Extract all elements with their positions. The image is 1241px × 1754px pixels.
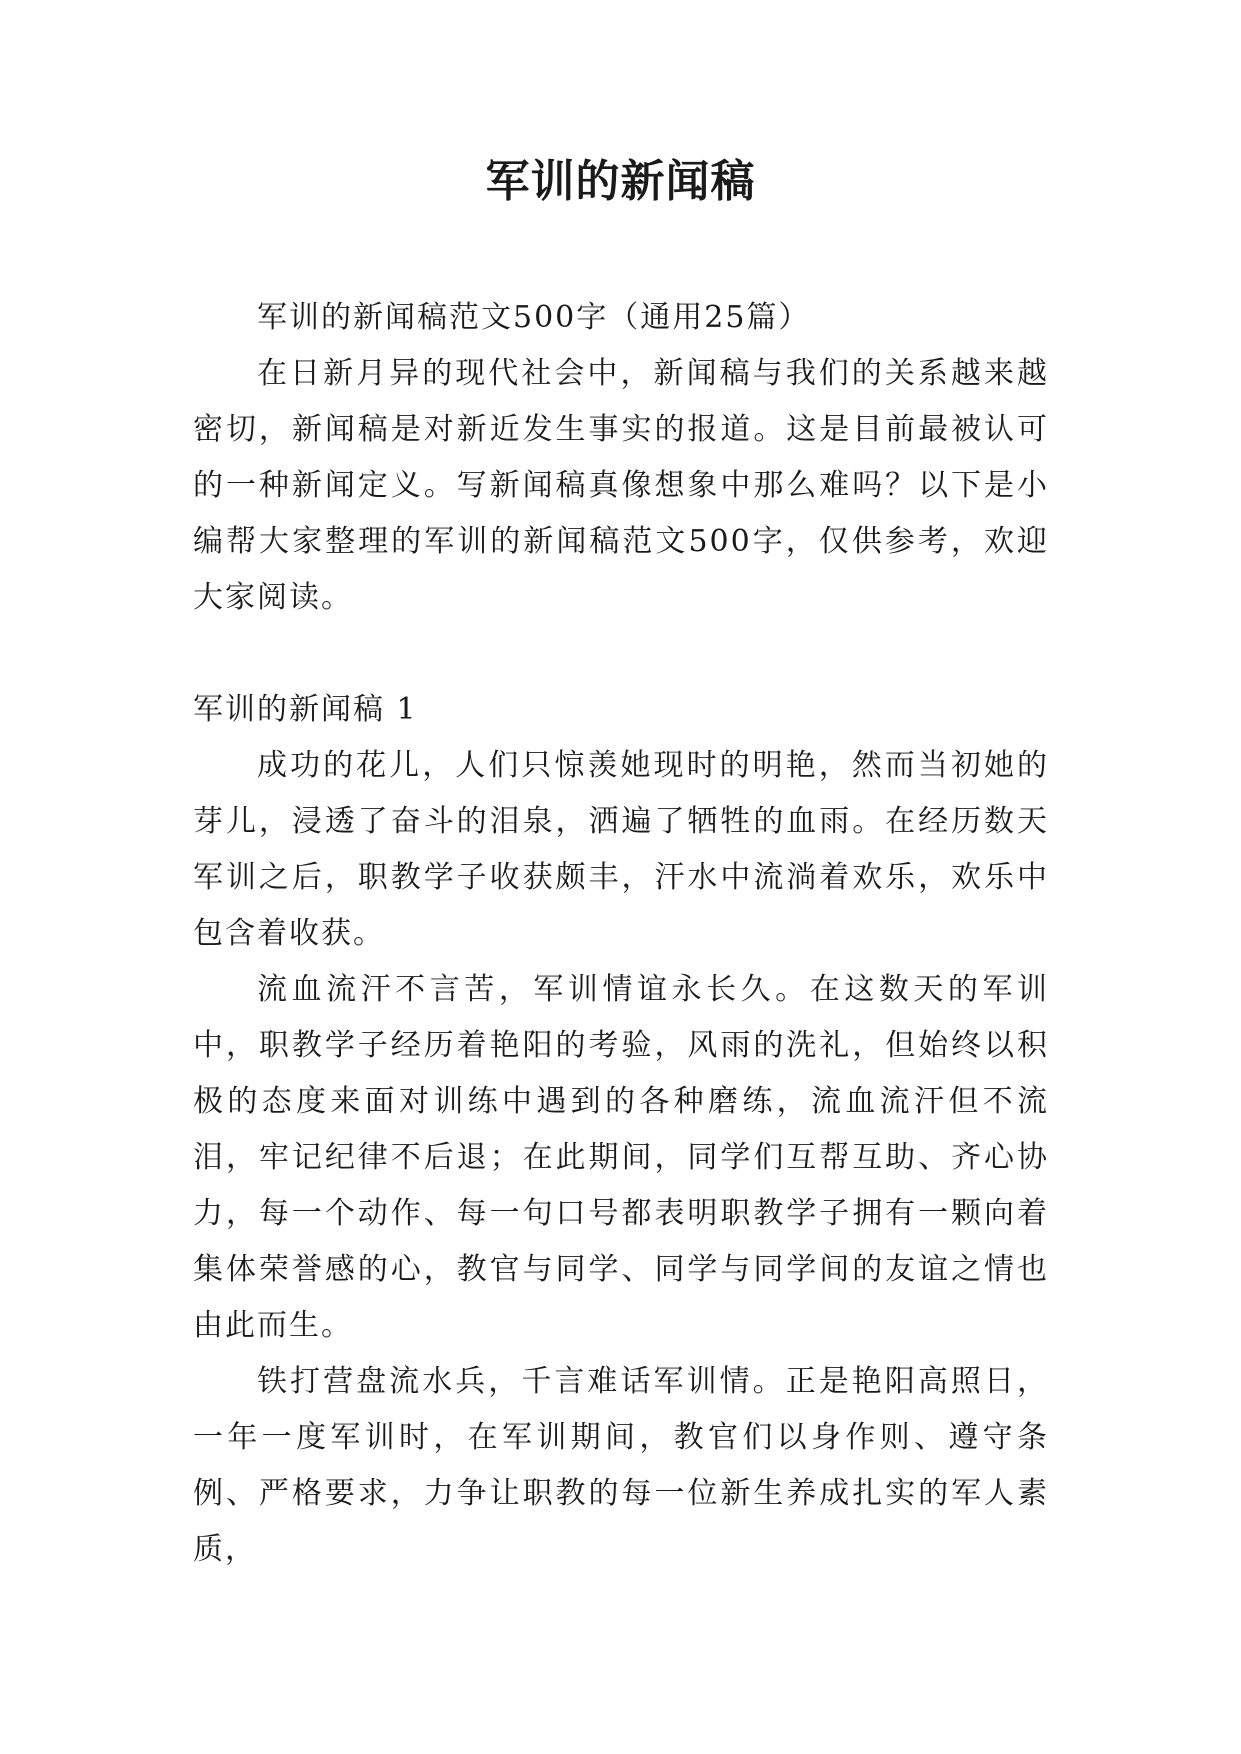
document-title: 军训的新闻稿 xyxy=(485,156,756,207)
body-paragraph: 成功的花儿，人们只惊羡她现时的明艳，然而当初她的芽儿，浸透了奋斗的泪泉，洒遍了牺牲的血雨。在经历数天军训之后，职教学子收获颇丰，汗水中流淌着欢乐，欢乐中包含着收获。 xyxy=(193,748,1049,951)
body-paragraph: 铁打营盘流水兵，千言难话军训情。正是艳阳高照日，一年一度军训时，在军训期间，教官们以身作则、遵守条例、严格要求，力争让职教的每一位新生养成扎实的军人素质， xyxy=(193,1364,1049,1567)
intro-paragraph: 在日新月异的现代社会中，新闻稿与我们的关系越来越密切，新闻稿是对新近发生事实的报道。这是目前最被认可的一种新闻定义。写新闻稿真像想象中那么难吗？以下是小编帮大家整理的军训的新闻稿范文500字，仅供参考，欢迎大家阅读。 xyxy=(193,356,1049,615)
document-subtitle: 军训的新闻稿范文500字（通用25篇） xyxy=(257,300,811,335)
body-paragraph: 流血流汗不言苦，军训情谊永长久。在这数天的军训中，职教学子经历着艳阳的考验，风雨的洗礼，但始终以积极的态度来面对训练中遇到的各种磨练，流血流汗但不流泪，牢记纪律不后退；在此期间，同学们互帮互助、齐心协力，每一个动作、每一句口号都表明职教学子拥有一颗向着集体荣誉感的心，教官与同学、同学与同学间的友谊之情也由此而生。 xyxy=(193,972,1049,1343)
document-body xyxy=(193,290,1049,1578)
section-heading: 军训的新闻稿 1 xyxy=(193,692,418,727)
